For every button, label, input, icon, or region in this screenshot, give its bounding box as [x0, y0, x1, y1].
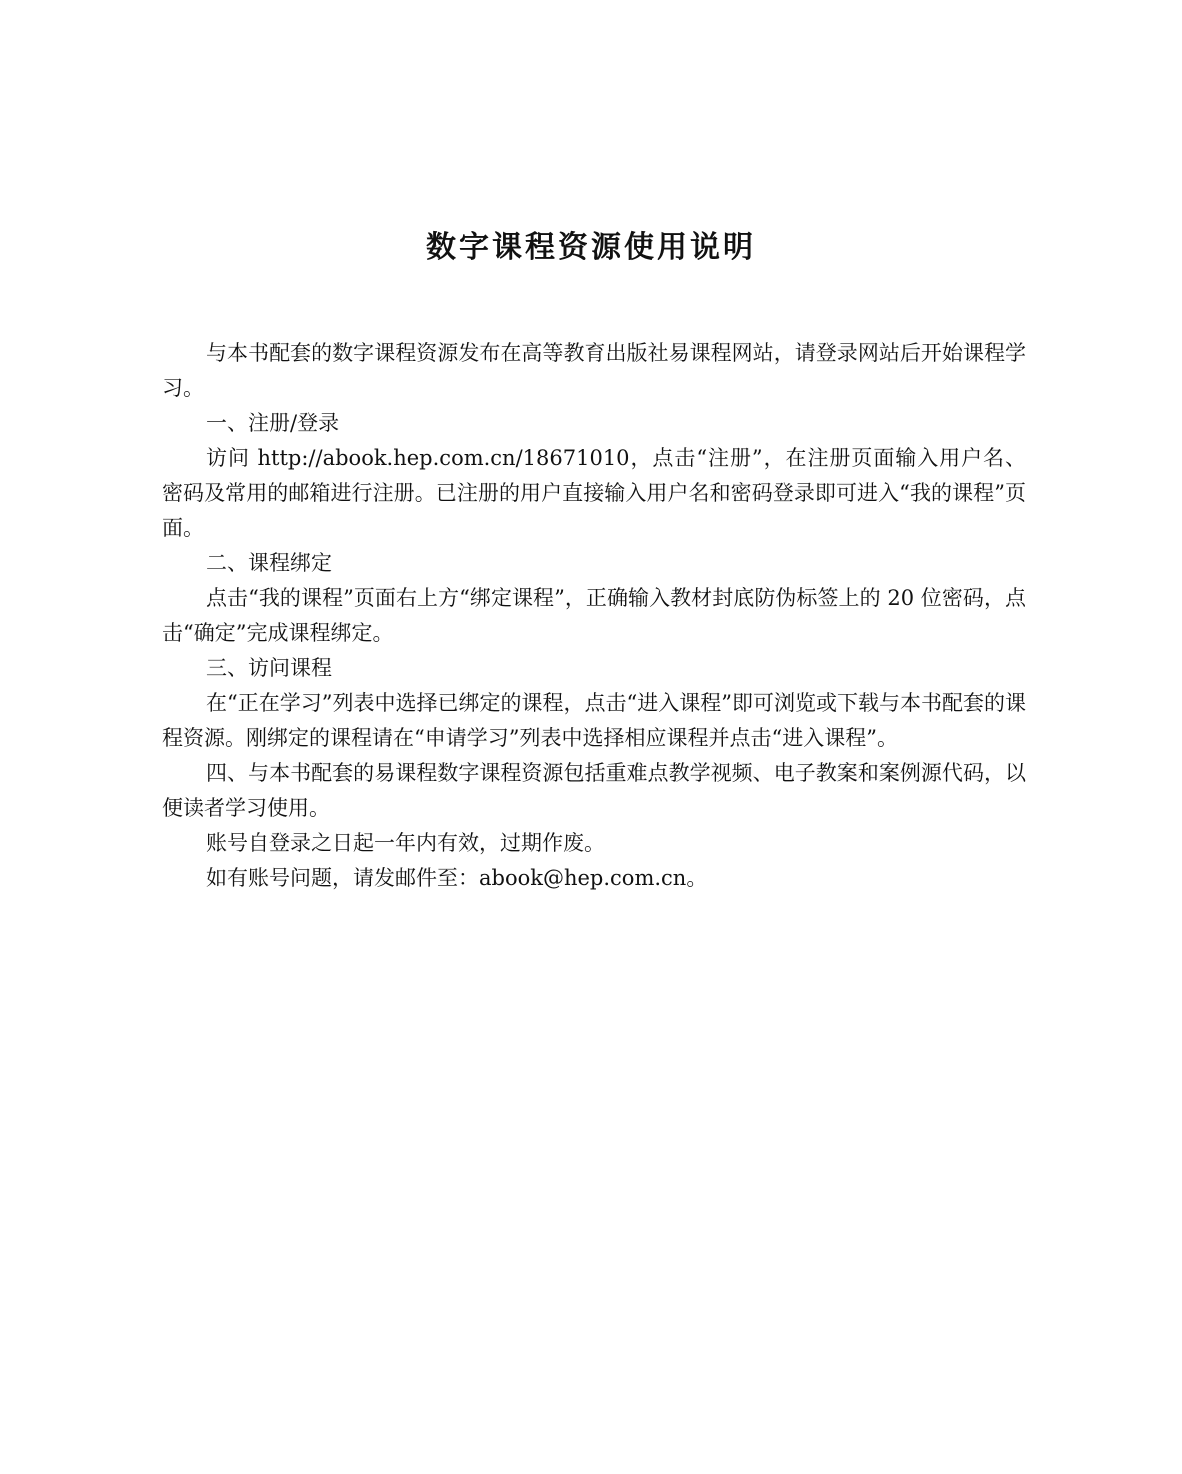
section-heading-access: 三、访问课程	[206, 656, 332, 680]
document-body	[162, 336, 1026, 896]
intro-paragraph: 与本书配套的数字课程资源发布在高等教育出版社易课程网站，请登录网站后开始课程学习。	[162, 341, 1026, 400]
contact-paragraph: 如有账号问题，请发邮件至：abook@hep.com.cn。	[206, 866, 708, 890]
section-heading-register: 一、注册/登录	[206, 411, 340, 435]
page-title: 数字课程资源使用说明	[426, 230, 756, 265]
binding-paragraph: 点击“我的课程”页面右上方“绑定课程”，正确输入教材封底防伪标签上的 20 位密码，点击“确定”完成课程绑定。	[162, 586, 1026, 645]
validity-paragraph: 账号自登录之日起一年内有效，过期作废。	[206, 831, 605, 855]
access-paragraph: 在“正在学习”列表中选择已绑定的课程，点击“进入课程”即可浏览或下载与本书配套的课程资源。刚绑定的课程请在“申请学习”列表中选择相应课程并点击“进入课程”。	[162, 691, 1026, 750]
register-paragraph: 访问 http://abook.hep.com.cn/18671010，点击“注册”，在注册页面输入用户名、密码及常用的邮箱进行注册。已注册的用户直接输入用户名和密码登录即可进入“我的课程”页面。	[162, 446, 1026, 540]
resources-paragraph: 四、与本书配套的易课程数字课程资源包括重难点教学视频、电子教案和案例源代码，以便读者学习使用。	[162, 761, 1026, 820]
section-heading-binding: 二、课程绑定	[206, 551, 332, 575]
